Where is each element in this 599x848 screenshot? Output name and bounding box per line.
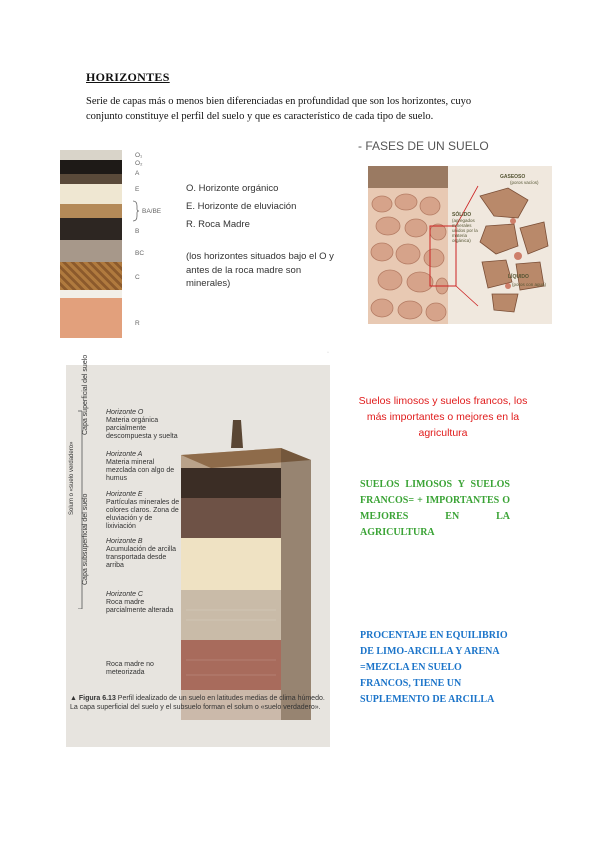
tick-r: R [135,320,140,327]
solid-label: SÓLIDO [452,212,472,218]
gas-sublabel: (poros vacíos) [510,180,539,185]
bracket-top-label: Capa superficial del suelo [82,354,89,435]
red-note: Suelos limosos y suelos francos, los más importantes o mejores en la agricultura [358,395,528,439]
liquid-label: LÍQUIDO [508,274,529,280]
legend-o: O. Horizonte orgánico [186,183,279,194]
horizon-e-title: Horizonte E [106,491,143,498]
legend-e: E. Horizonte de eluviación [186,201,297,212]
horizon-c-title: Horizonte C [106,591,143,598]
horizon-e-desc: Partículas minerales de colores claros. Zona de eluviación y de lixiviación [106,499,180,530]
tick-a: A [135,170,140,177]
solid-sublabel: (agregados minerales unidos por la materia orgánica) [452,218,478,243]
horizon-o-desc: Materia orgánica parcialmente descompuesta y suelta [106,417,178,440]
tick-bc: BC [135,250,145,257]
horizon-r-label: Roca madre no meteorizada [106,661,154,676]
liquid-sublabel: (poros con agua) [512,282,547,287]
soil-profile-figure [66,354,330,747]
horizon-c-desc: Roca madre parcialmente alterada [106,599,174,614]
bracket-solum-label: Solum o «suelo verdadero» [69,441,75,515]
horizons-note: (los horizontes situados bajo el O y antes de la roca madre son minerales) [186,251,334,289]
figure-caption [70,694,328,712]
bracket-sub-label: Capa subsuperficial del suelo [82,493,89,585]
tick-o2: O₂ [135,160,143,167]
blue-note: PROCENTAJE EN EQUILIBRIO DE LIMO-ARCILLA Y ARENA =MEZCLA EN SUELO FRANCOS, TIENE UN SUPLEMENTO DE ARCILLA [360,630,508,705]
horizon-b-label [106,538,178,570]
horizon-o-title: Horizonte O [106,409,144,416]
horizons-figure [60,150,342,338]
phases-title: - FASES DE UN SUELO [358,139,489,153]
legend-r: R. Roca Madre [186,219,250,230]
tick-c: C [135,274,140,281]
tick-o1: O₁ [135,152,143,159]
horizon-a-label [106,451,178,483]
soil-phases-illustration [368,166,552,324]
green-note: SUELOS LIMOSOS Y SUELOS FRANCOS= + IMPORTANTES O MEJORES EN LA AGRICULTURA [360,479,510,538]
tick-e: E [135,186,140,193]
gas-label: GASEOSO [500,174,526,180]
soil-profile-block-illustration [181,420,311,720]
horizon-b-title: Horizonte B [106,538,143,545]
phases-figure [368,166,552,324]
horizon-e-label [106,491,182,531]
horizon-b-desc: Acumulación de arcilla transportada desde arriba [106,546,177,569]
page-heading: HORIZONTES [86,70,170,84]
tick-ba-be: BA/BE [142,208,162,215]
brace-icon [132,200,140,222]
caption-text: Perfil idealizado de un suelo en latitudes medias de clima húmedo. La capa superficial del suelo y el subsuelo forman el solum o «suelo verdadero». [70,695,325,711]
page-mark: · [327,350,329,356]
horizon-o-label [106,409,178,441]
horizon-c-label [106,591,178,615]
tick-b: B [135,228,140,235]
intro-paragraph: Serie de capas más o menos bien diferenciadas en profundidad que son los horizontes, cuyo conjunto constituye el perfil del suelo y que es característico de cada tipo de suelo. [86,96,472,122]
horizon-a-title: Horizonte A [106,451,143,458]
horizons-strip-image [60,150,122,338]
horizon-a-desc: Materia mineral mezclada con algo de humus [106,459,175,482]
caption-figure-number: ▲ Figura 6.13 [70,695,116,702]
